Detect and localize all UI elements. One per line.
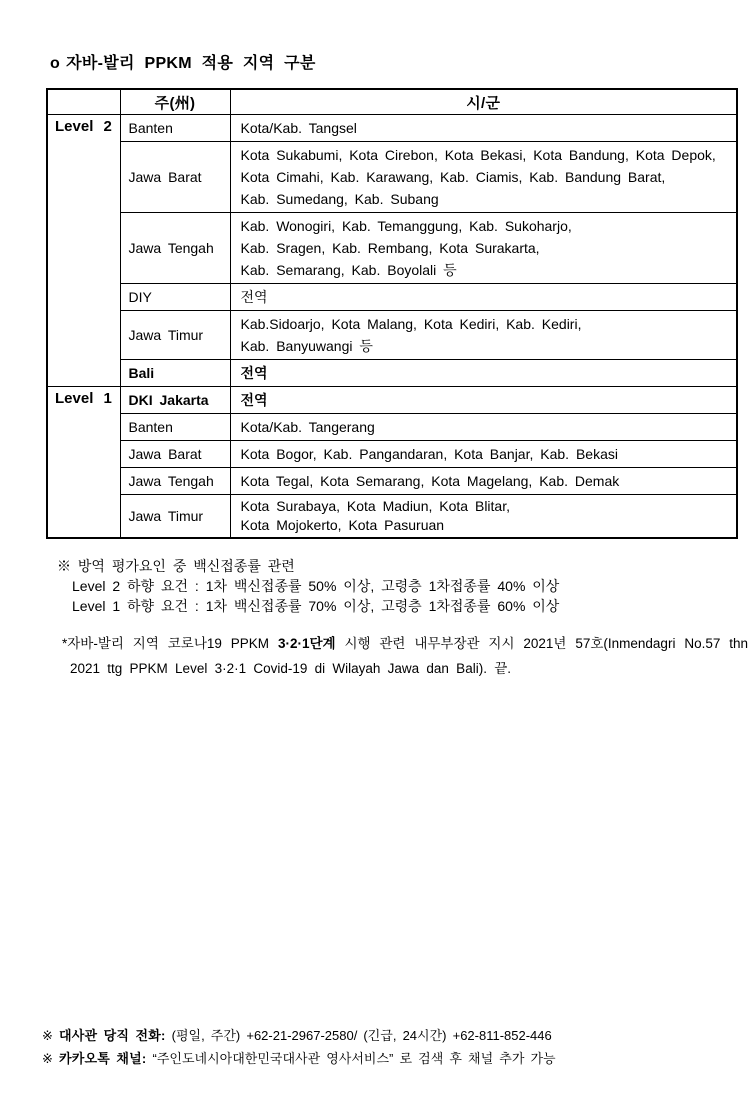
province-cell: Banten — [120, 414, 230, 441]
city-cell — [230, 311, 737, 360]
footer-phone-text: (평일, 주간) +62-21-2967-2580/ (긴급, 24시간) +62-811-852-446 — [171, 1028, 552, 1043]
province-cell: Jawa Tengah — [120, 213, 230, 284]
reference-note-bold-stage: 3·2·1단계 — [277, 636, 336, 651]
city-cell — [230, 284, 737, 311]
table-row — [47, 360, 737, 387]
city-line: Kota Surabaya, Kota Madiun, Kota Blitar, — [240, 498, 510, 514]
vaccine-note — [57, 556, 559, 616]
table-row — [47, 284, 737, 311]
city-line: Kota Bogor, Kab. Pangandaran, Kota Banjar, Kab. Bekasi — [240, 446, 618, 462]
level1-label-cell: Level 1 — [47, 387, 120, 539]
reference-note-prefix: 자바-발리 지역 코로나19 PPKM — [67, 636, 270, 651]
city-cell — [230, 495, 737, 539]
province-cell: Bali — [120, 360, 230, 387]
title-text: 자바-발리 PPKM 적용 지역 구분 — [66, 55, 316, 72]
city-line: 전역 — [240, 365, 268, 381]
table-row — [47, 387, 737, 414]
title-bullet-marker: o — [50, 55, 61, 72]
table-row — [47, 468, 737, 495]
table-row — [47, 311, 737, 360]
reference-note-marker: * — [62, 636, 68, 651]
city-line: Kota Tegal, Kota Semarang, Kota Magelang, Kab. Demak — [240, 473, 620, 489]
footer-phone-marker: ※ — [42, 1028, 53, 1043]
table-row — [47, 213, 737, 284]
city-cell — [230, 468, 737, 495]
city-line: Kota Mojokerto, Kota Pasuruan — [240, 517, 445, 533]
province-cell: Jawa Barat — [120, 441, 230, 468]
table-row — [47, 441, 737, 468]
footer-phone-label: 대사관 당직 전화: — [59, 1028, 166, 1043]
city-cell — [230, 441, 737, 468]
page-title — [50, 50, 316, 73]
province-cell: Jawa Barat — [120, 142, 230, 213]
city-line: 전역 — [240, 289, 268, 305]
ppkm-region-table — [46, 88, 738, 539]
vaccine-note-title: ※ 방역 평가요인 중 백신접종률 관련 — [57, 558, 295, 574]
header-province-cell: 주(州) — [120, 89, 230, 115]
vaccine-note-level1: Level 1 하향 요건 : 1차 백신접종률 70% 이상, 고령층 1차접종률 60% 이상 — [72, 598, 560, 614]
city-cell — [230, 142, 737, 213]
city-line: 전역 — [240, 392, 268, 408]
province-cell: DIY — [120, 284, 230, 311]
city-line: Kota Sukabumi, Kota Cirebon, Kota Bekasi, Kota Bandung, Kota Depok, — [240, 147, 716, 163]
reference-note-suffix: 시행 관련 내무부장관 지시 2021년 57호(Inmendagri No.57 thn 2021 ttg PPKM Level 3·2·1 Covid-19 di Wilayah Jawa dan Bali). 끝. — [70, 636, 748, 676]
table-row — [47, 414, 737, 441]
city-line: Kab. Semarang, Kab. Boyolali 등 — [240, 262, 457, 278]
header-city-cell: 시/군 — [230, 89, 737, 115]
footer-phone-line — [42, 1024, 556, 1047]
city-cell — [230, 115, 737, 142]
province-cell: Jawa Timur — [120, 495, 230, 539]
city-cell — [230, 387, 737, 414]
city-cell — [230, 213, 737, 284]
footer-kakao-text: “주인도네시아대한민국대사관 영사서비스” 로 검색 후 채널 추가 가능 — [152, 1051, 556, 1066]
province-cell: DKI Jakarta — [120, 387, 230, 414]
table-row — [47, 115, 737, 142]
table-header-row — [47, 89, 737, 115]
province-cell: Banten — [120, 115, 230, 142]
province-cell: Jawa Timur — [120, 311, 230, 360]
city-line: Kab.Sidoarjo, Kota Malang, Kota Kediri, Kab. Kediri, — [240, 316, 582, 332]
page-footer — [42, 1024, 556, 1070]
city-line: Kota Cimahi, Kab. Karawang, Kab. Ciamis, Kab. Bandung Barat, — [240, 169, 666, 185]
table-row — [47, 495, 737, 539]
city-line: Kab. Sumedang, Kab. Subang — [240, 191, 439, 207]
city-line: Kab. Banyuwangi 등 — [240, 338, 373, 354]
city-line: Kab. Sragen, Kab. Rembang, Kota Surakarta, — [240, 240, 540, 256]
reference-note — [62, 631, 748, 681]
city-line: Kab. Wonogiri, Kab. Temanggung, Kab. Sukoharjo, — [240, 218, 572, 234]
footer-kakao-label: 카카오톡 채널: — [59, 1051, 147, 1066]
header-group-cell — [47, 89, 120, 115]
level2-label-cell: Level 2 — [47, 115, 120, 387]
footer-kakao-line — [42, 1047, 556, 1070]
city-cell — [230, 414, 737, 441]
vaccine-note-level2: Level 2 하향 요건 : 1차 백신접종률 50% 이상, 고령층 1차접종률 40% 이상 — [72, 578, 560, 594]
city-line: Kota/Kab. Tangsel — [240, 120, 357, 136]
province-cell: Jawa Tengah — [120, 468, 230, 495]
table-row — [47, 142, 737, 213]
city-line: Kota/Kab. Tangerang — [240, 419, 375, 435]
city-cell — [230, 360, 737, 387]
footer-kakao-marker: ※ — [42, 1051, 53, 1066]
